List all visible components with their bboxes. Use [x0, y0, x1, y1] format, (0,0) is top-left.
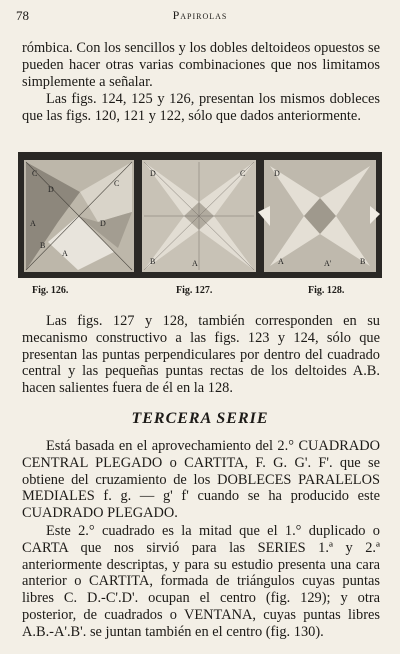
paragraph-1: rómbica. Con los sencillos y los dobles deltoideos opuestos se pueden hacer otras varias combinaciones que nos limitamos simplemente a señalar. [22, 40, 380, 90]
fig126-letter-c2: C [114, 179, 120, 188]
fig126-letter-d2: D [100, 219, 106, 228]
fig128-letter-b: B [360, 257, 366, 266]
paragraph-3: Las figs. 127 y 128, también corresponden en su mecanismo constructivo a las figs. 123 y 124, sólo que presentan las puntas perpendiculares por dentro del cuadrado central y las pequeñas puntas rectas de los deltoides A.B. hacen salientes fuera de él en la 128. [22, 313, 380, 397]
caption-fig-128: Fig. 128. [308, 285, 345, 296]
figure-captions [18, 285, 382, 299]
fig128-letter-a-prime: A' [324, 259, 332, 268]
fig127-letter-b: B [150, 257, 156, 266]
page-number: 78 [16, 8, 29, 23]
figure-127-illustration [142, 160, 256, 272]
fig126-letter-b: B [40, 241, 46, 250]
figure-plate [18, 152, 382, 278]
fig126-letter-a2: A [62, 249, 68, 258]
caption-fig-126: Fig. 126. [32, 285, 69, 296]
fig127-letter-a: A [192, 259, 198, 268]
running-title: Papirolas [172, 8, 228, 22]
fig126-letter-c: C [32, 169, 38, 178]
paragraph-5: Este 2.° cuadrado es la mitad que el 1.° duplicado o CARTA que nos sirvió para las SERIES 1.ª y 2.ª anteriormente descriptas, y para su estudio presenta una cara anterior o CARTITA, formada de triángulos cuyas puntas libres C. D.-C'.D'. ocupan el centro (fig. 129); y otra posterior, de cuadrados o VENTANA, cuyas puntas libres A.B.-A'.B'. se juntan también en el centro (fig. 130). [22, 523, 380, 640]
figure-126-illustration [24, 160, 134, 272]
section-title: TERCERA SERIE [131, 410, 269, 427]
page-header [16, 8, 384, 26]
fig126-letter-a: A [30, 219, 36, 228]
fig127-letter-c: C [240, 169, 246, 178]
fig126-letter-d: D [48, 185, 54, 194]
paragraph-4: Está basada en el aprovechamiento del 2.° CUADRADO CENTRAL PLEGADO o CARTITA, F. G. G'. F'. que se obtiene del cruzamiento de los DOBLECES PARALELOS MEDIALES f. g. — g' f' cuando se ha producido este CUADRADO PLEGADO. [22, 438, 380, 522]
figure-128-illustration [258, 160, 380, 272]
caption-fig-127: Fig. 127. [176, 285, 213, 296]
paragraph-2: Las figs. 124, 125 y 126, presentan los mismos dobleces que las figs. 120, 121 y 122, sólo que dados anteriormente. [22, 91, 380, 124]
fig128-letter-a: A [278, 257, 284, 266]
fig128-letter-d: D [274, 169, 280, 178]
fig127-letter-d: D [150, 169, 156, 178]
